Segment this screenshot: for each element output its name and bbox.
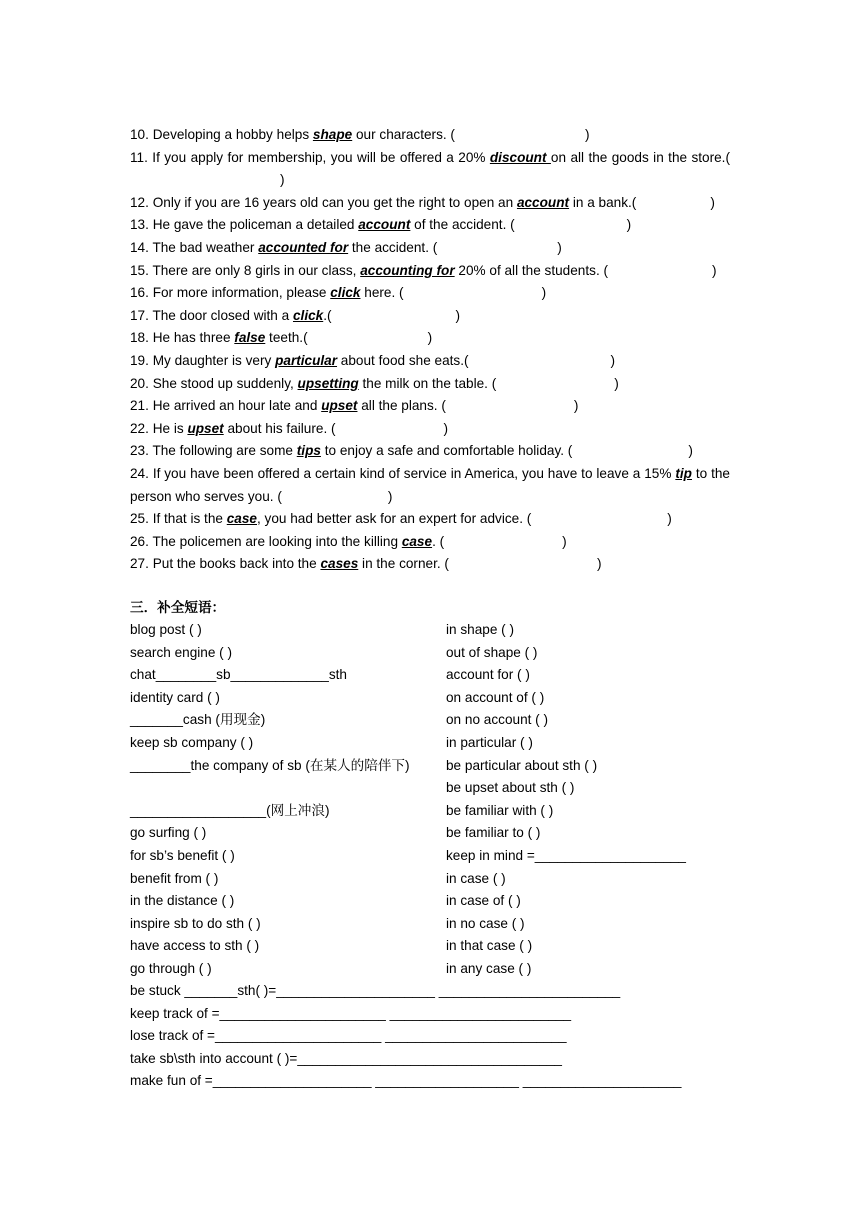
sentence-text: in a bank.( <box>569 194 637 210</box>
keyword: upset <box>187 420 224 436</box>
sentence-item <box>130 418 730 441</box>
phrase-item: identity card ( ) <box>130 689 220 705</box>
phrase-column-left <box>130 619 430 981</box>
phrase-item: for sb’s benefit ( ) <box>130 847 235 863</box>
phrase-item: in that case ( ) <box>446 938 533 954</box>
sentence-text: ) <box>541 285 547 301</box>
sentence-text: If you apply for membership, you will be offered a 20% <box>152 149 490 165</box>
sentence-text: There are only 8 girls in our class, <box>152 262 361 278</box>
sentence-item <box>130 350 730 373</box>
sentence-text: ) <box>455 307 461 323</box>
sentence-text: 20% of all the students. ( <box>454 262 609 278</box>
keyword: cases <box>320 556 359 572</box>
sentence-text: the accident. ( <box>348 239 438 255</box>
keyword: accounted for <box>258 239 349 255</box>
sentence-text: here. ( <box>360 285 404 301</box>
phrase-item: account for ( ) <box>446 667 530 683</box>
sentence-text: ) <box>688 443 693 459</box>
sentence-number: 24. <box>130 465 149 481</box>
sentence-number: 26. <box>130 533 149 549</box>
phrase-item: in shape ( ) <box>446 622 515 637</box>
sentence-number: 11. <box>130 149 148 165</box>
sentence-number: 18. <box>130 330 149 346</box>
sentence-text: ) <box>557 239 562 255</box>
keyword: click <box>292 307 324 323</box>
sentence-number: 10. <box>130 127 149 142</box>
sentence-number: 16. <box>130 285 149 301</box>
sentence-number: 21. <box>130 398 149 414</box>
sentence-item <box>130 282 730 305</box>
phrase-item: take sb\sth into account ( )=___________________________________ <box>130 1050 562 1066</box>
sentence-item <box>130 463 730 508</box>
sentence-text: He is <box>152 420 188 436</box>
keyword: accounting for <box>360 262 455 278</box>
phrase-item: in any case ( ) <box>446 960 532 976</box>
phrase-item: chat________sb_____________sth <box>130 667 347 683</box>
sentence-list <box>130 124 730 576</box>
phrase-item: go surfing ( ) <box>130 825 207 841</box>
keyword: particular <box>275 352 338 368</box>
sentence-text: The door closed with a <box>152 307 293 323</box>
keyword: shape <box>312 127 353 142</box>
sentence-text: ) <box>562 533 567 549</box>
phrase-item: blog post ( ) <box>130 622 202 637</box>
sentence-text: The policemen are looking into the killing <box>152 533 402 549</box>
phrase-item: in the distance ( ) <box>130 893 235 909</box>
sentence-text: all the plans. ( <box>357 398 446 414</box>
keyword: upset <box>321 398 358 414</box>
phrase-item: go through ( ) <box>130 960 212 976</box>
sentence-text: ) <box>427 330 433 346</box>
sentence-text: The following are some <box>152 443 297 459</box>
sentence-number: 14. <box>130 239 149 255</box>
sentence-item <box>130 440 730 463</box>
sentence-number: 27. <box>130 556 149 572</box>
sentence-text: For more information, please <box>152 285 331 301</box>
phrase-item: in case of ( ) <box>446 893 521 909</box>
keyword: discount <box>489 149 551 165</box>
sentence-text: our characters. ( <box>352 127 455 142</box>
sentence-item <box>130 260 730 283</box>
phrase-item: __________________(网上冲浪) <box>130 802 330 818</box>
sentence-number: 22. <box>130 420 149 436</box>
sentence-item <box>130 305 730 328</box>
sentence-text: of the accident. ( <box>410 217 515 233</box>
phrase-item: search engine ( ) <box>130 644 233 660</box>
phrase-item: ________the company of sb (在某人的陪伴下) <box>130 757 410 773</box>
sentence-text: ) <box>614 375 619 391</box>
sentence-text: My daughter is very <box>152 352 276 368</box>
sentence-text: ) <box>712 262 717 278</box>
sentence-text: on all the goods in the store.( <box>550 149 730 165</box>
phrase-column-right <box>446 619 736 981</box>
phrase-item: in case ( ) <box>446 870 506 886</box>
keyword: click <box>330 285 361 301</box>
sentence-item <box>130 147 730 192</box>
sentence-text: ) <box>443 420 449 436</box>
phrase-item: inspire sb to do sth ( ) <box>130 915 261 931</box>
sentence-text: about food she eats.( <box>337 352 469 368</box>
sentence-text: ) <box>280 172 285 188</box>
sentence-text: ) <box>710 194 715 210</box>
sentence-text: ) <box>667 511 672 527</box>
sentence-number: 12. <box>130 194 149 210</box>
sentence-text: Put the books back into the <box>152 556 321 572</box>
sentence-text: the milk on the table. ( <box>358 375 497 391</box>
phrase-full-width <box>130 980 730 1093</box>
sentence-number: 20. <box>130 375 149 391</box>
phrase-item: keep in mind =____________________ <box>446 847 686 863</box>
phrase-item: benefit from ( ) <box>130 870 219 886</box>
keyword: false <box>234 330 266 346</box>
sentence-text: He has three <box>152 330 235 346</box>
sentence-text: Developing a hobby helps <box>152 127 313 142</box>
keyword: tip <box>675 465 692 481</box>
phrase-item: have access to sth ( ) <box>130 938 260 954</box>
sentence-text: ) <box>610 352 616 368</box>
sentence-text: teeth.( <box>265 330 308 346</box>
phrase-item: keep sb company ( ) <box>130 734 254 750</box>
keyword: account <box>358 217 411 233</box>
sentence-number: 23. <box>130 443 149 459</box>
keyword: upsetting <box>297 375 359 391</box>
phrase-item: _______cash (用现金) <box>130 712 266 728</box>
sentence-text: She stood up suddenly, <box>152 375 298 391</box>
sentence-item <box>130 395 730 418</box>
sentence-text: in the corner. ( <box>358 556 449 572</box>
sentence-text: about his failure. ( <box>223 420 336 436</box>
phrase-item: be familiar with ( ) <box>446 802 554 818</box>
sentence-number: 25. <box>130 511 149 527</box>
phrase-item: in no case ( ) <box>446 915 525 931</box>
sentence-number: 15. <box>130 262 149 278</box>
phrase-item: be stuck _______sth( )=_____________________ ________________________ <box>130 983 621 998</box>
sentence-text: If you have been offered a certain kind of service in America, you have to leave a 15% <box>152 465 676 481</box>
phrase-item: be familiar to ( ) <box>446 825 541 841</box>
sentence-text: . ( <box>432 533 445 549</box>
phrase-item: keep track of =______________________ ________________________ <box>130 1005 572 1021</box>
keyword: case <box>401 533 433 549</box>
keyword: case <box>226 511 257 527</box>
sentence-text: He gave the policeman a detailed <box>152 217 359 233</box>
sentence-number: 17. <box>130 307 149 323</box>
sentence-item <box>130 553 730 576</box>
sentence-text: to the person who serves you. ( <box>130 465 730 504</box>
sentence-number: 19. <box>130 352 149 368</box>
sentence-item <box>130 124 730 147</box>
sentence-item <box>130 508 730 531</box>
sentence-text: He arrived an hour late and <box>152 398 322 414</box>
phrase-item: be upset about sth ( ) <box>446 780 575 796</box>
phrase-item: be particular about sth ( ) <box>446 757 598 773</box>
sentence-text: ) <box>596 556 602 572</box>
phrase-item: on no account ( ) <box>446 712 549 728</box>
phrase-item: in particular ( ) <box>446 734 533 750</box>
sentence-text: ) <box>626 217 632 233</box>
sentence-text: ) <box>573 398 579 414</box>
phrase-item: lose track of =______________________ ________________________ <box>130 1028 567 1044</box>
sentence-number: 13. <box>130 217 149 233</box>
sentence-text: ) <box>387 488 393 504</box>
keyword: tips <box>296 443 321 459</box>
sentence-item <box>130 214 730 237</box>
sentence-item <box>130 531 730 554</box>
sentence-item <box>130 237 730 260</box>
sentence-item <box>130 192 730 215</box>
sentence-text: If that is the <box>152 511 227 527</box>
sentence-text: ) <box>584 127 590 142</box>
sentence-item <box>130 373 730 396</box>
phrase-item: out of shape ( ) <box>446 644 538 660</box>
sentence-text: to enjoy a safe and comfortable holiday. ( <box>320 443 573 459</box>
phrase-item: make fun of =_____________________ ___________________ _____________________ <box>130 1073 682 1089</box>
phrase-item: on account of ( ) <box>446 689 545 705</box>
sentence-item <box>130 327 730 350</box>
sentence-text: Only if you are 16 years old can you get the right to open an <box>152 194 517 210</box>
section-title: 三．补全短语： <box>130 600 226 616</box>
sentence-text: .( <box>323 307 332 323</box>
sentence-text: , you had better ask for an expert for advice. ( <box>257 511 532 527</box>
keyword: account <box>516 194 570 210</box>
sentence-text: The bad weather <box>152 239 259 255</box>
